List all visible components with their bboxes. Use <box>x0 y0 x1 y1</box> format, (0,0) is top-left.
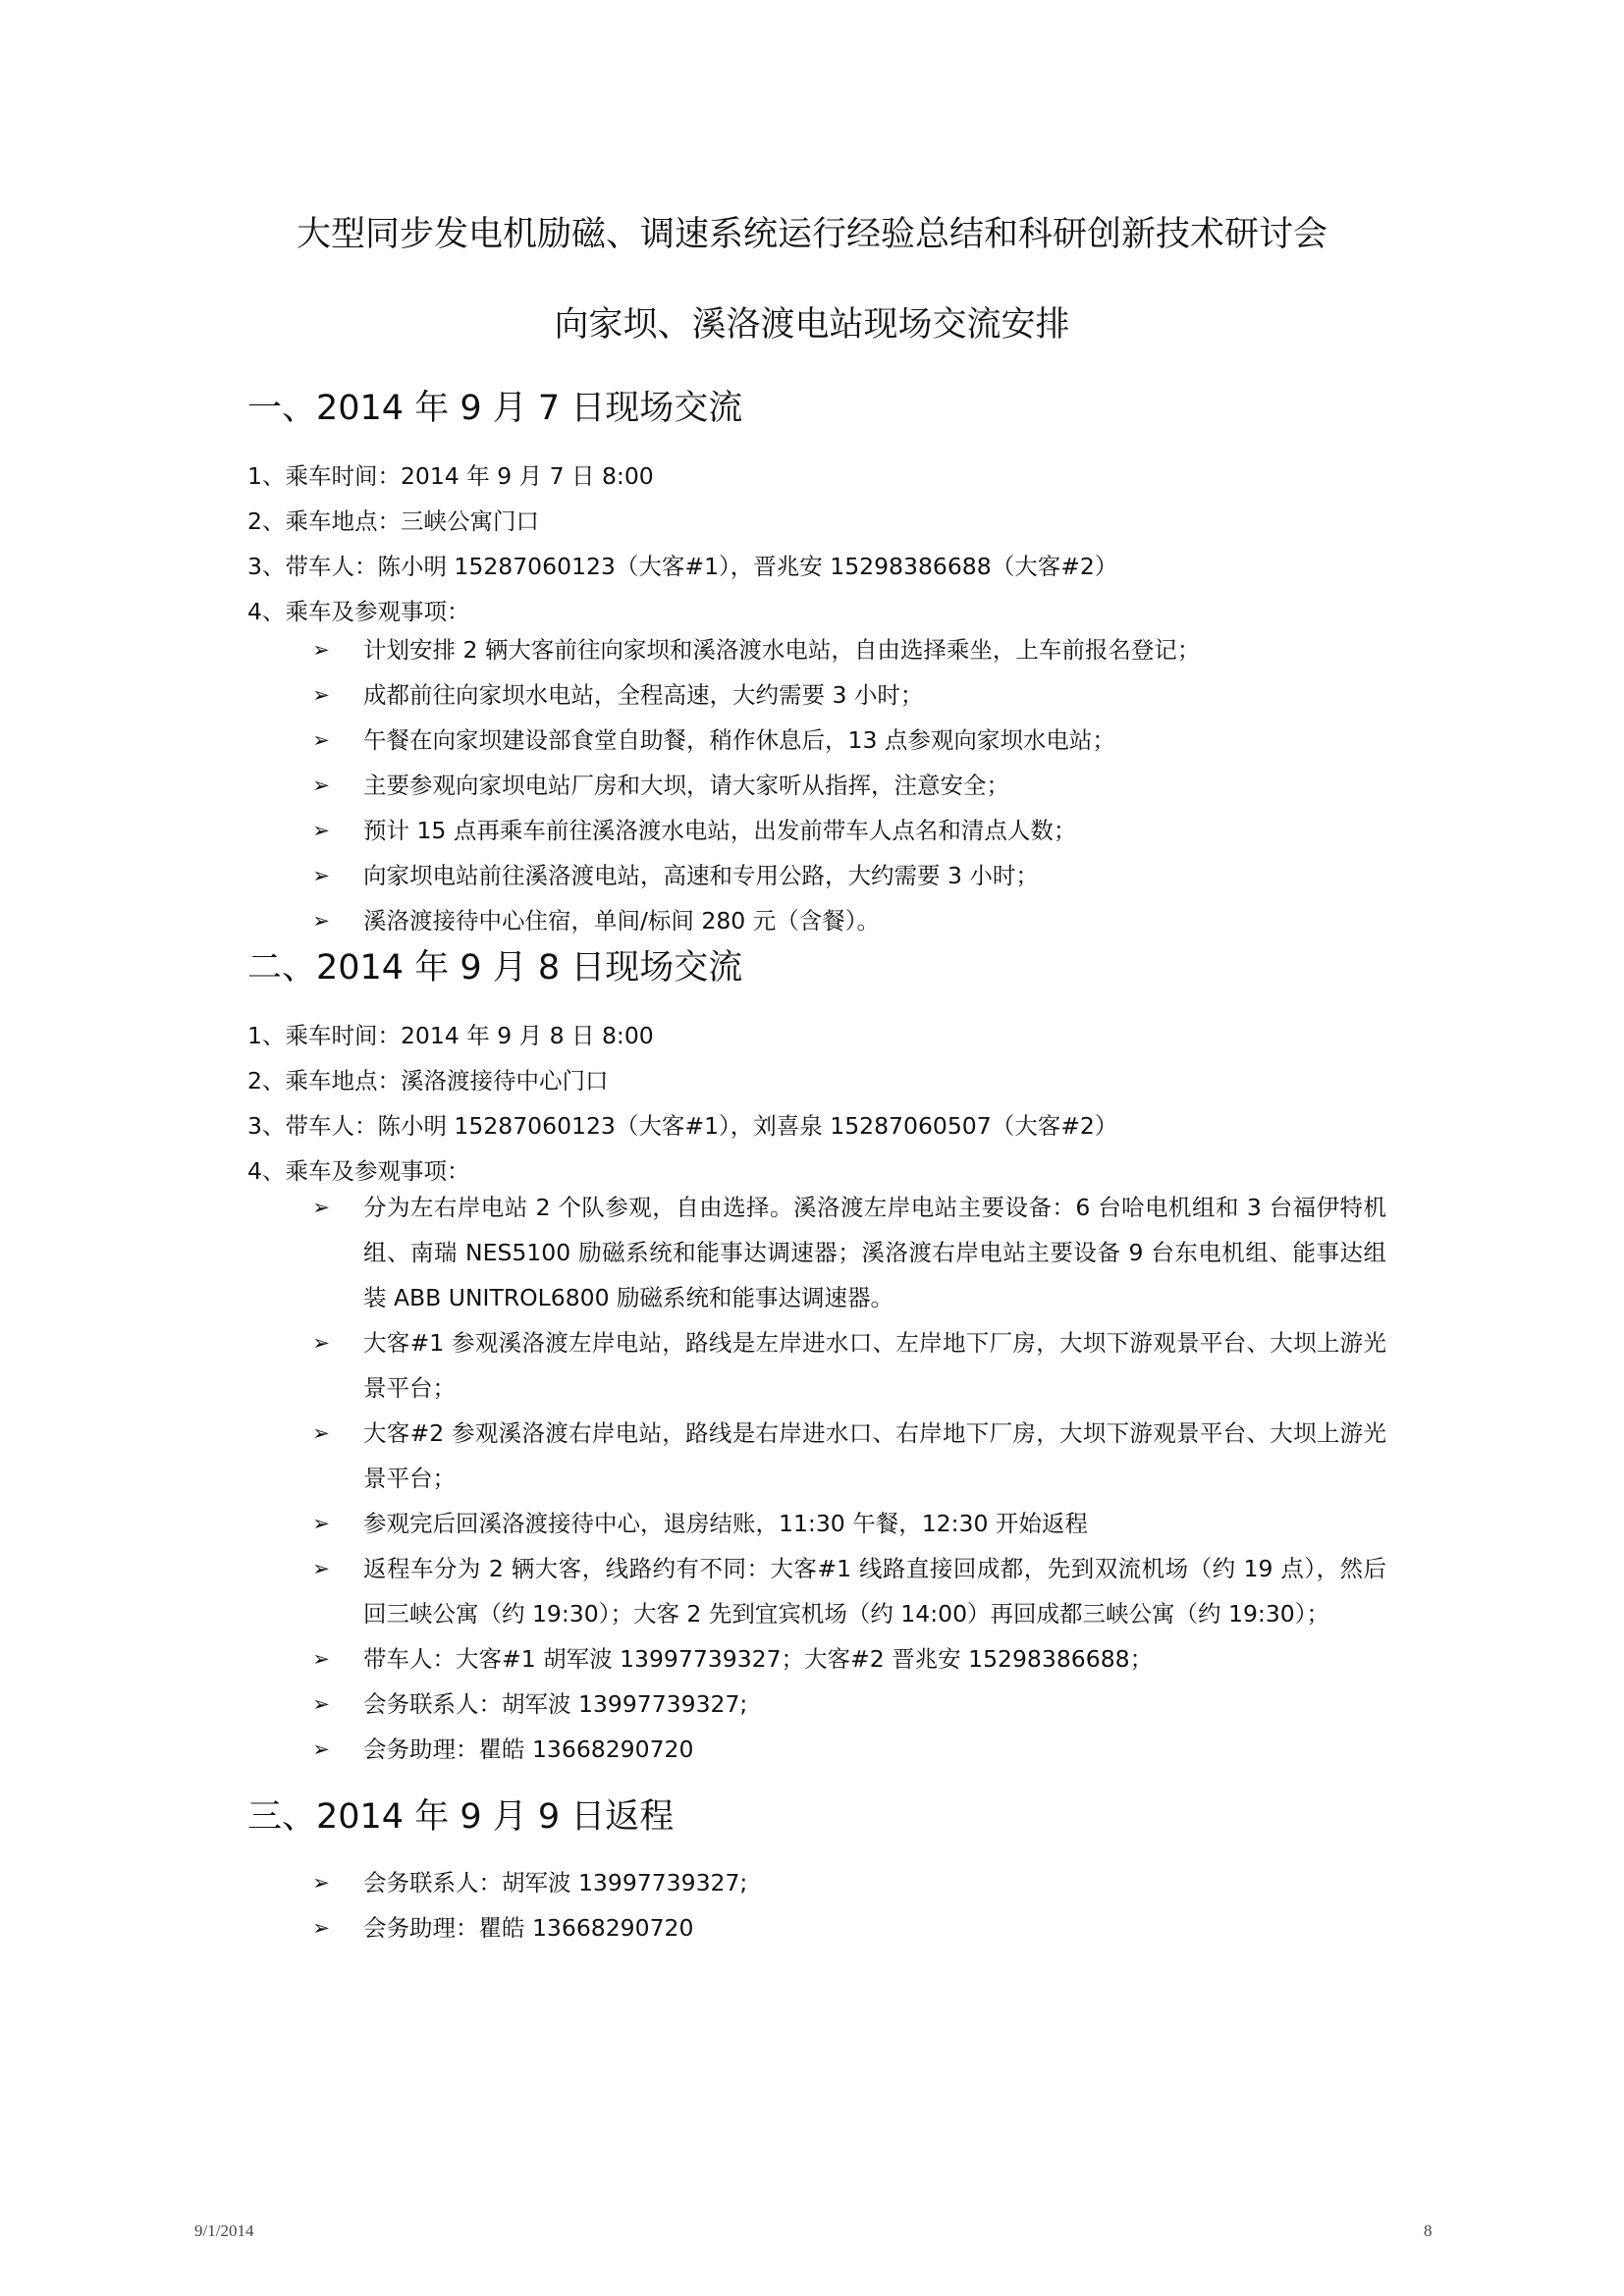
arrow-bullet-icon: ➢ <box>312 1421 330 1445</box>
bullet-item <box>306 1905 1386 1950</box>
bullet-text: 大客#2 参观溪洛渡右岸电站，路线是右岸进水口、右岸地下厂房，大坝下游观景平台、大坝上游光景平台； <box>363 1419 1386 1492</box>
document-subtitle: 向家坝、溪洛渡电站现场交流安排 <box>554 305 1070 345</box>
section-2-bullets <box>306 1185 1386 1772</box>
bullet-item <box>306 1636 1386 1682</box>
bullet-item <box>306 1682 1386 1727</box>
bullet-item <box>306 1860 1386 1905</box>
section-3-bullets <box>306 1860 1386 1950</box>
bullet-item <box>306 1185 1386 1320</box>
bullet-text: 大客#1 参观溪洛渡左岸电站，路线是左岸进水口、左岸地下厂房，大坝下游观景平台、大坝上游光景平台； <box>363 1329 1386 1402</box>
arrow-bullet-icon: ➢ <box>312 1692 330 1716</box>
bullet-text: 主要参观向家坝电站厂房和大坝，请大家听从指挥，注意安全； <box>363 772 1009 799</box>
list-item: 3、带车人：陈小明 15287060123（大客#1），晋兆安 15298386688（大客#2） <box>247 553 1118 580</box>
arrow-bullet-icon: ➢ <box>312 1647 330 1671</box>
bullet-text: 预计 15 点再乘车前往溪洛渡水电站，出发前带车人点名和清点人数； <box>363 817 1077 844</box>
list-item: 3、带车人：陈小明 15287060123（大客#1），刘喜泉 15287060507（大客#2） <box>247 1112 1118 1140</box>
bullet-item <box>306 1546 1386 1636</box>
bullet-item <box>306 763 1386 808</box>
arrow-bullet-icon: ➢ <box>312 819 330 842</box>
bullet-text: 参观完后回溪洛渡接待中心，退房结账，11:30 午餐，12:30 开始返程 <box>363 1510 1088 1537</box>
list-item: 1、乘车时间：2014 年 9 月 8 日 8:00 <box>247 1022 654 1049</box>
bullet-text: 午餐在向家坝建设部食堂自助餐，稍作休息后，13 点参观向家坝水电站； <box>363 726 1115 754</box>
footer-date: 9/1/2014 <box>194 2221 254 2240</box>
section-heading-2: 二、2014 年 9 月 8 日现场交流 <box>247 948 743 988</box>
bullet-text: 溪洛渡接待中心住宿，单间/标间 280 元（含餐）。 <box>363 907 880 934</box>
arrow-bullet-icon: ➢ <box>312 864 330 887</box>
section-heading-3: 三、2014 年 9 月 9 日返程 <box>247 1797 675 1837</box>
bullet-text: 向家坝电站前往溪洛渡电站，高速和专用公路，大约需要 3 小时； <box>363 862 1039 889</box>
arrow-bullet-icon: ➢ <box>312 1737 330 1761</box>
bullet-item <box>306 808 1386 853</box>
arrow-bullet-icon: ➢ <box>312 728 330 752</box>
arrow-bullet-icon: ➢ <box>312 1331 330 1355</box>
bullet-item <box>306 1727 1386 1772</box>
list-item: 4、乘车及参观事项： <box>247 1157 470 1185</box>
bullet-item <box>306 627 1386 672</box>
bullet-item <box>306 1411 1386 1501</box>
bullet-item <box>306 1501 1386 1546</box>
bullet-text: 计划安排 2 辆大客前往向家坝和溪洛渡水电站，自由选择乘坐，上车前报名登记； <box>363 636 1201 664</box>
arrow-bullet-icon: ➢ <box>312 774 330 797</box>
arrow-bullet-icon: ➢ <box>312 1512 330 1535</box>
list-item: 2、乘车地点：三峡公寓门口 <box>247 507 539 535</box>
bullet-item <box>306 718 1386 763</box>
bullet-item <box>306 853 1386 898</box>
section-1-bullets <box>306 627 1386 943</box>
document-title: 大型同步发电机励磁、调速系统运行经验总结和科研创新技术研讨会 <box>296 215 1327 254</box>
list-item: 2、乘车地点：溪洛渡接待中心门口 <box>247 1067 609 1095</box>
bullet-item <box>306 672 1386 718</box>
bullet-text: 返程车分为 2 辆大客，线路约有不同：大客#1 线路直接回成都，先到双流机场（约 19 点），然后回三峡公寓（约 19:30）；大客 2 先到宜宾机场（约 14:00）再回成都三峡公寓（约 19:30）； <box>363 1555 1386 1628</box>
arrow-bullet-icon: ➢ <box>312 1557 330 1580</box>
arrow-bullet-icon: ➢ <box>312 1916 330 1940</box>
bullet-text: 会务助理：瞿皓 13668290720 <box>363 1735 694 1763</box>
bullet-item <box>306 898 1386 943</box>
bullet-text: 带车人：大客#1 胡军波 13997739327；大客#2 晋兆安 15298386688； <box>363 1645 1154 1673</box>
bullet-text: 分为左右岸电站 2 个队参观，自由选择。溪洛渡左岸电站主要设备：6 台哈电机组和 3 台福伊特机组、南瑞 NES5100 励磁系统和能事达调速器；溪洛渡右岸电站主要设备 9 台东电机组、能事达组装 ABB UNITROL6800 励磁系统和能事达调速器。 <box>363 1194 1386 1311</box>
arrow-bullet-icon: ➢ <box>312 1871 330 1895</box>
list-item: 4、乘车及参观事项： <box>247 598 470 625</box>
arrow-bullet-icon: ➢ <box>312 638 330 662</box>
arrow-bullet-icon: ➢ <box>312 683 330 707</box>
bullet-text: 会务联系人：胡军波 13997739327; <box>363 1690 748 1718</box>
page-number: 8 <box>1424 2221 1433 2240</box>
list-item: 1、乘车时间：2014 年 9 月 7 日 8:00 <box>247 462 654 490</box>
arrow-bullet-icon: ➢ <box>312 909 330 933</box>
bullet-text: 会务联系人：胡军波 13997739327; <box>363 1869 748 1896</box>
section-2-items <box>247 1013 1117 1194</box>
arrow-bullet-icon: ➢ <box>312 1196 330 1219</box>
bullet-text: 会务助理：瞿皓 13668290720 <box>363 1914 694 1942</box>
section-1-items <box>247 454 1117 634</box>
section-heading-1: 一、2014 年 9 月 7 日现场交流 <box>247 389 743 428</box>
bullet-text: 成都前往向家坝水电站，全程高速，大约需要 3 小时； <box>363 681 924 709</box>
bullet-item <box>306 1320 1386 1411</box>
